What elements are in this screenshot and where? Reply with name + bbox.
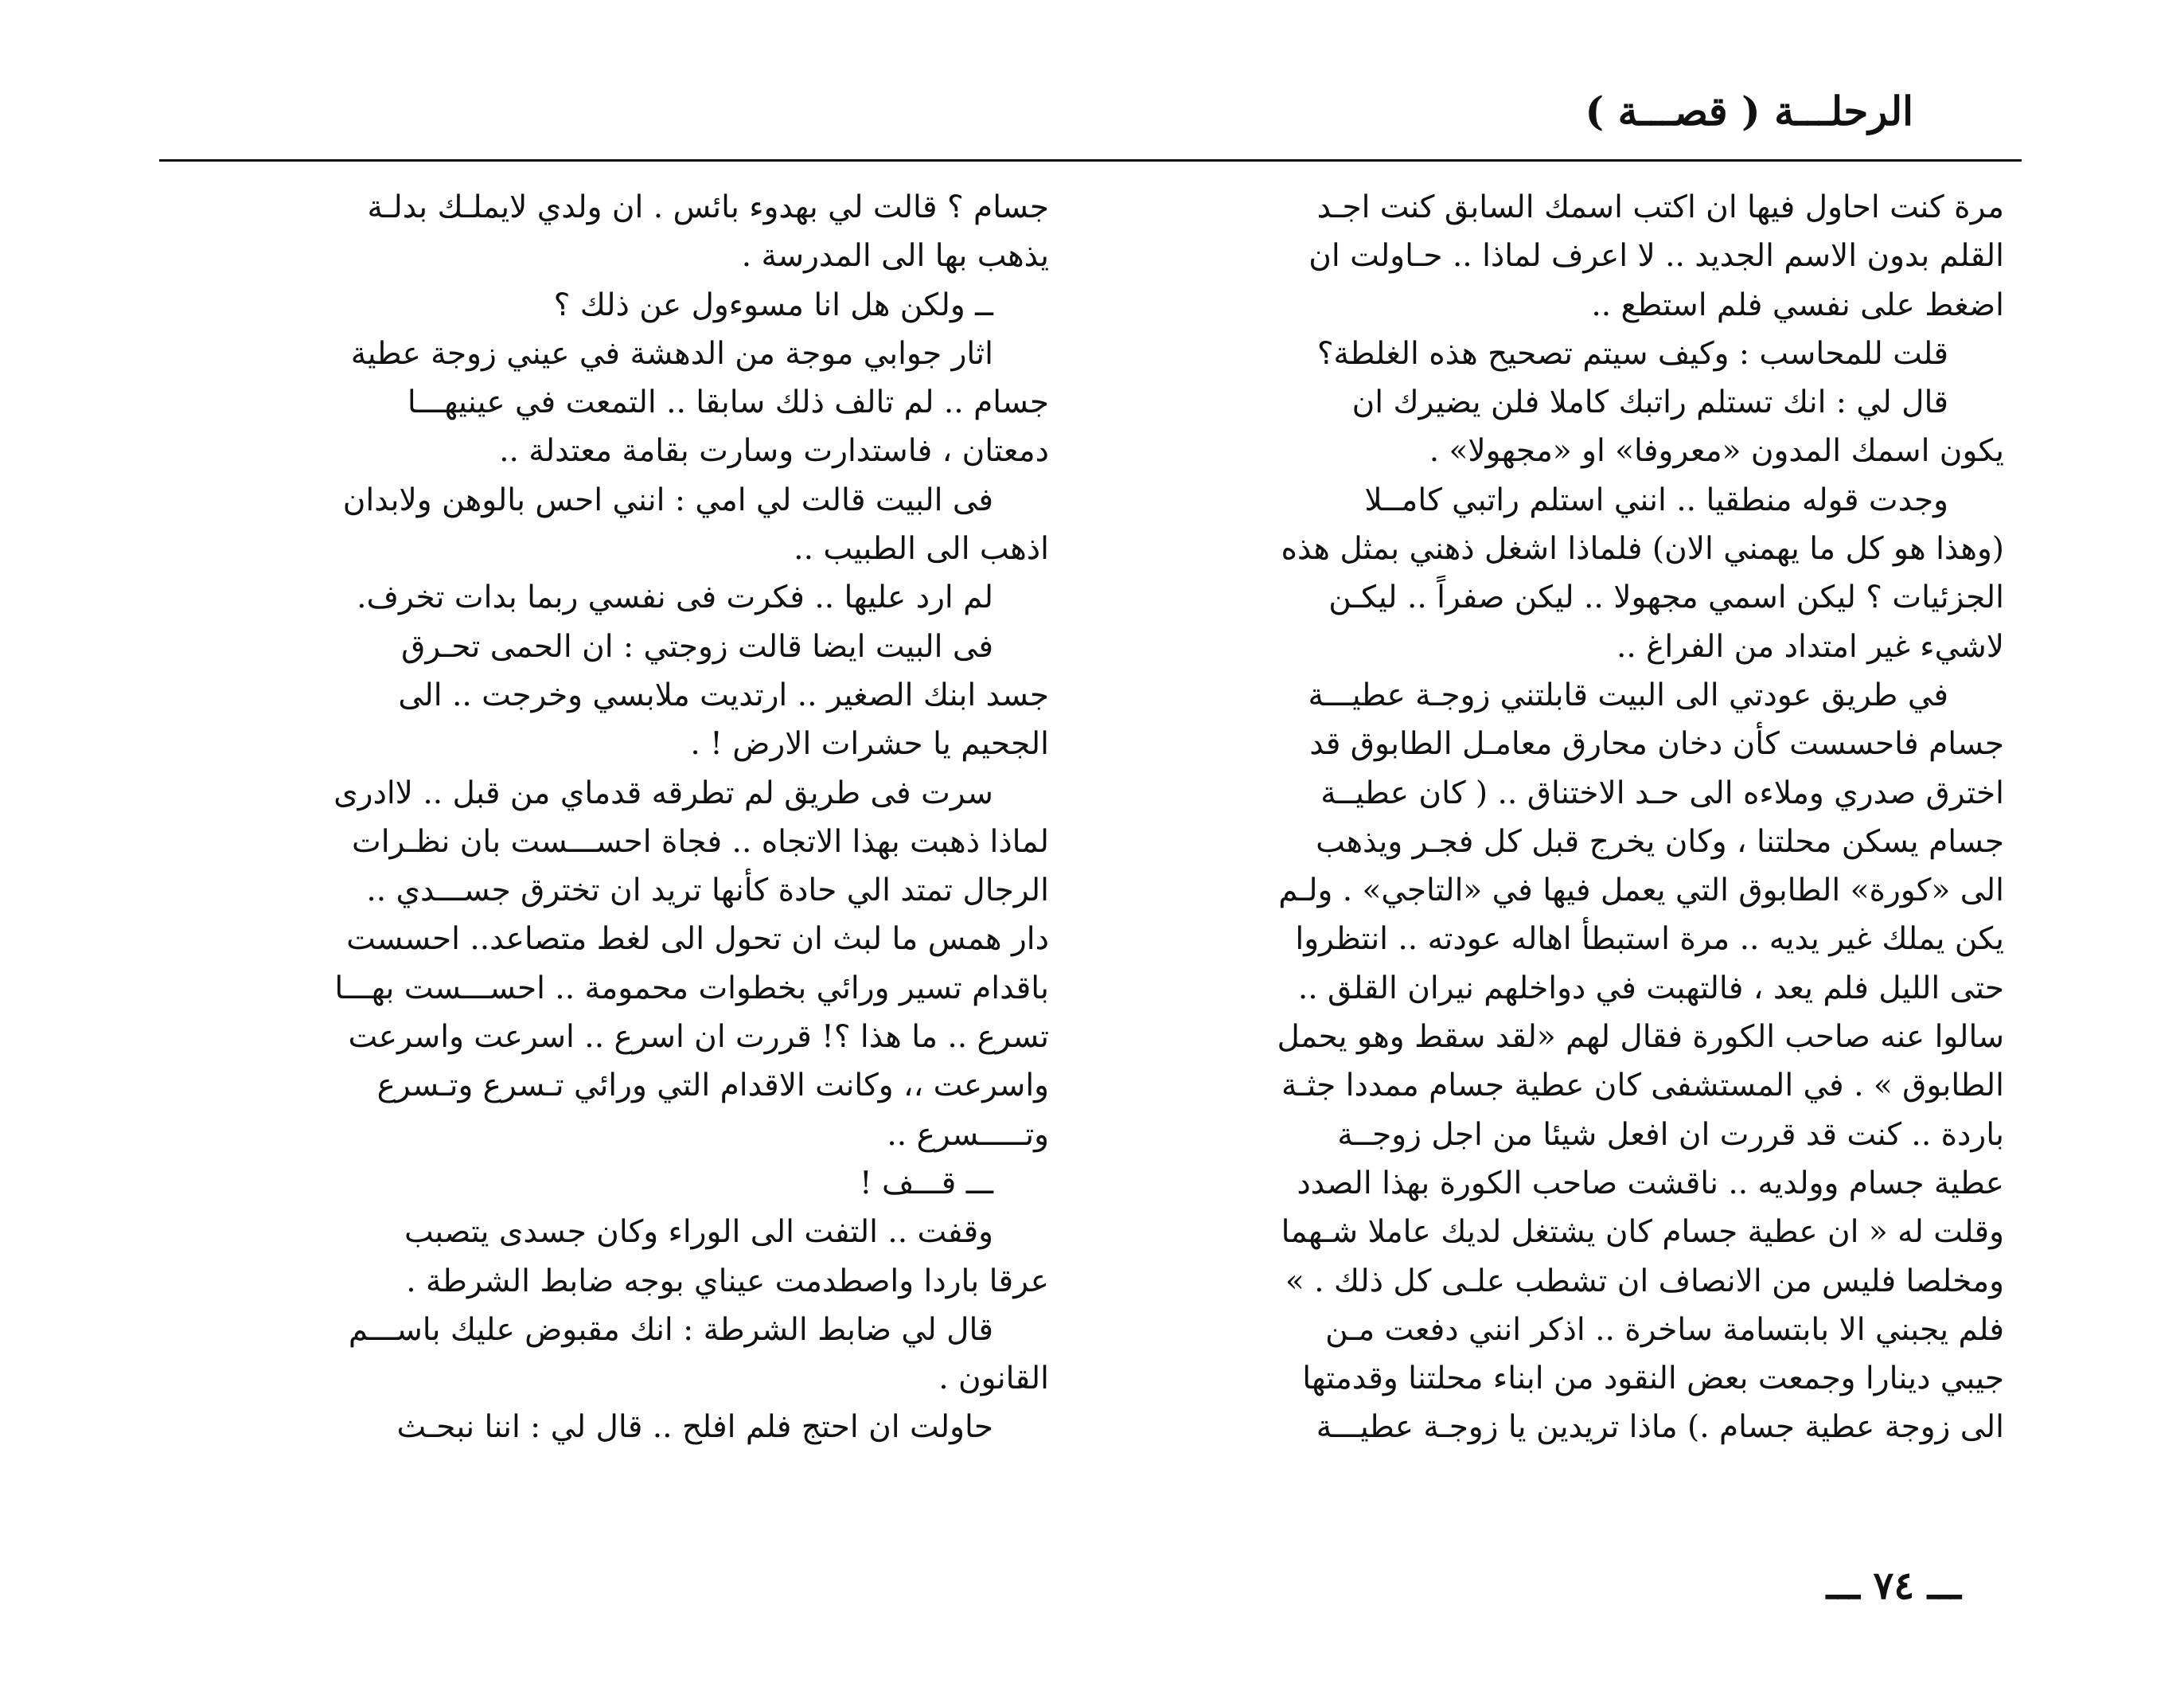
text-line: سرت فى طريق لم تطرقه قدماي من قبل .. لاادرى [333,775,993,811]
text-line: ـــ قـــف ! [859,1165,993,1201]
text-line: باقدام تسير ورائي بخطوات محمومة .. احســـست بهـــا [334,970,1049,1006]
text-line: قال لي : انك تستلم راتبك كاملا فلن يضيرك ان [1351,385,1948,421]
text-line: في طريق عودتي الى البيت قابلتني زوجـة عطيـــة [1308,677,1948,713]
text-line: الى زوجة عطية جسام .) ماذا تريدين يا زوجـة عطيـــة [1316,1409,2004,1446]
text-line: عطية جسام وولديه .. ناقشت صاحب الكورة بهذا الصدد [1297,1165,2004,1201]
text-line: جسام ؟ قالت لي بهدوء بائس . ان ولدي لايملـك بدلـة [367,189,1049,225]
text-line: الجحيم يا حشرات الارض ! . [690,726,1049,763]
text-line: جسد ابنك الصغير .. ارتديت ملابسي وخرجت .. الى [398,677,1049,713]
text-column-left [174,183,1049,1452]
text-line: فى البيت ايضا قالت زوجتي : ان الحمى تحـرق [401,628,993,665]
text-line: اثار جوابي موجة من الدهشة في عيني زوجة عطية [350,335,993,372]
text-line: اخترق صدري وملاءه الى حـد الاختناق .. ( كان عطيــة [1320,775,2004,811]
text-line: وقلت له « ان عطية جسام كان يشتغل لديك عاملا شـهما [1281,1214,2004,1251]
text-line: الى «كورة» الطابوق التي يعمل فيها في «التاجي» . ولـم [1278,873,2004,909]
text-line: قلت للمحاسب : وكيف سيتم تصحيح هذه الغلطة؟ [1316,335,1948,372]
text-line: الطابوق » . في المستشفى كان عطية جسام ممددا جثـة [1281,1068,2004,1104]
text-line: القلم بدون الاسم الجديد .. لا اعرف لماذا .. حـاولت ان [1308,238,2004,275]
text-line: ــ ولكن هل انا مسوءول عن ذلك ؟ [553,287,993,323]
text-line: فلم يجبني الا بابتسامة ساخرة .. اذكر انني دفعت مـن [1325,1311,2004,1348]
text-line: دار همس ما لبث ان تحول الى لغط متصاعد.. احسست [346,921,1049,958]
text-line: تسرع .. ما هذا ؟! قررت ان اسرع .. اسرعت واسرعت [348,1019,1049,1056]
text-line: باردة .. كنت قد قررت ان افعل شيئا من اجل زوجــة [1337,1116,2004,1153]
running-header-title: الرحلـــة ( قصـــة ) [1585,88,1913,135]
text-line: لم ارد عليها .. فكرت فى نفسي ربما بدات تخرف. [357,580,993,616]
text-line: القانون . [938,1361,1049,1397]
text-line: ومخلصا فليس من الانصاف ان تشطب علـى كل ذلك . » [1285,1263,2004,1299]
text-line: قال لي ضابط الشرطة : انك مقبوض عليك باســـم [348,1311,993,1348]
text-line: حتى الليل فلم يعد ، فالتهبت في دواخلهم نيران القلق .. [1297,970,2004,1006]
text-line: (وهذا هو كل ما يهمني الان) فلماذا اشغل ذهني بمثل هذه [1281,531,2004,568]
text-line: جسام يسكن محلتنا ، وكان يخرج قبل كل فجـر ويذهب [1316,823,2004,860]
text-line: عرقا باردا واصطدمت عيناي بوجه ضابط الشرطة . [406,1263,1049,1299]
text-line: اضغط على نفسي فلم استطع .. [1591,287,2004,323]
text-line: جسام فاحسست كأن دخان محارق معامـل الطابوق قد [1309,726,2004,763]
text-line: يذهب بها الى المدرسة . [741,238,1049,275]
text-line: وقفت .. التفت الى الوراء وكان جسدى يتصبب [404,1214,993,1251]
header-rule [159,159,2022,162]
text-line: واسرعت ،، وكانت الاقدام التي ورائي تـسرع وتـسرع [376,1068,1049,1104]
text-line: دمعتان ، فاستدارت وسارت بقامة معتدلة .. [499,433,1049,470]
text-line: فى البيت قالت لي امي : انني احس بالوهن ولابدان [342,482,993,518]
text-line: جسام .. لم تالف ذلك سابقا .. التمعت في عينيهـــا [407,385,1049,421]
text-line: يكون اسمك المدون «معروفا» او «مجهولا» . [1429,433,2004,470]
text-line: لاشيء غير امتداد من الفراغ .. [1616,628,2004,665]
text-line: يكن يملك غير يديه .. مرة استبطأ اهاله عودته .. انتظروا [1295,921,2004,958]
text-line: مرة كنت احاول فيها ان اكتب اسمك السابق كنت اجـد [1316,189,2004,225]
text-line: لماذا ذهبت بهذا الاتجاه .. فجاة احســـست بان نظـرات [352,823,1049,860]
text-line: جيبي دينارا وجمعت بعض النقود من ابناء محلتنا وقدمتها [1302,1361,2004,1397]
text-line: اذهب الى الطبيب .. [794,531,1049,568]
text-line: الجزئيات ؟ ليكن اسمي مجهولا .. ليكن صفراً .. ليكـن [1328,580,2004,616]
text-line: وتـــــسرع .. [887,1116,1049,1153]
text-line: وجدت قوله منطقيا .. انني استلم راتبي كامــلا [1364,482,1948,518]
text-column-right [1129,183,2004,1452]
text-line: حاولت ان احتج فلم افلح .. قال لي : اننا نبحـث [396,1409,993,1446]
text-line: سالوا عنه صاحب الكورة فقال لهم «لقد سقط وهو يحمل [1277,1019,2004,1056]
text-line: الرجال تمتد الي حادة كأنها تريد ان تخترق جســـدي .. [366,873,1049,909]
page-number: ـــ ٧٤ ـــ [1826,1564,1961,1608]
